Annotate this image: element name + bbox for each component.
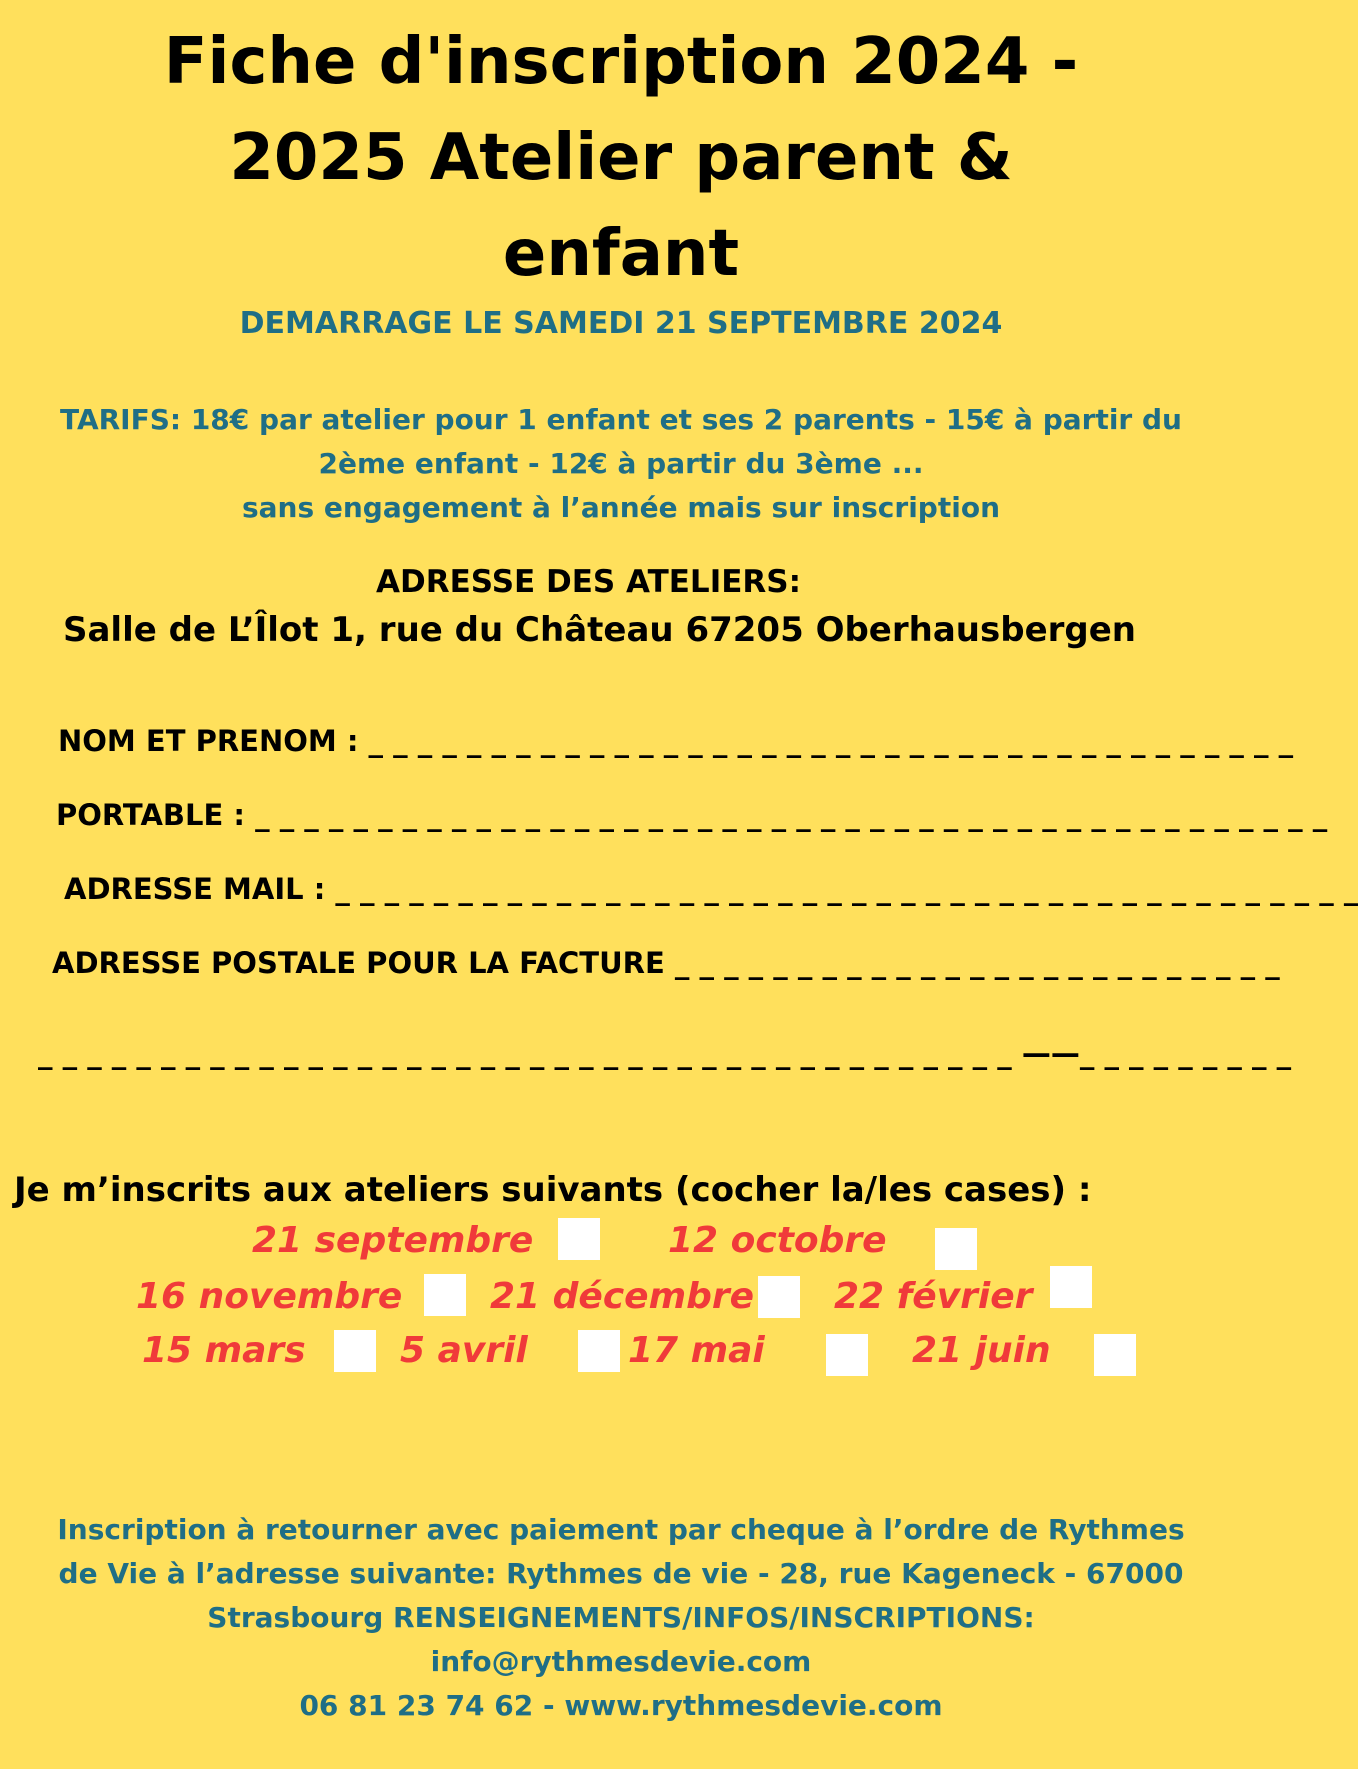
date-label-22-fevrier: 22 février — [834, 1276, 1033, 1317]
footer-line-3: Strasbourg RENSEIGNEMENTS/INFOS/INSCRIPTIONS: — [207, 1601, 1035, 1634]
start-date: DEMARRAGE LE SAMEDI 21 SEPTEMBRE 2024 — [239, 306, 1003, 341]
date-label-21-juin: 21 juin — [912, 1330, 1051, 1371]
signup-intro: Je m’inscrits aux ateliers suivants (cocher la/les cases) : — [14, 1170, 1092, 1210]
title-line-3: enfant — [502, 217, 740, 291]
date-label-16-novembre: 16 novembre — [136, 1276, 403, 1317]
name-label: NOM ET PRENOM : — [58, 724, 359, 758]
checkbox-21-decembre[interactable] — [758, 1276, 800, 1318]
postal-field[interactable] — [52, 946, 1280, 980]
footer-block — [0, 1508, 1242, 1728]
footer-line-1: Inscription à retourner avec paiement par cheque à l’ordre de Rythmes — [57, 1513, 1185, 1546]
checkbox-22-fevrier[interactable] — [1050, 1266, 1092, 1308]
address-line: Salle de L’Îlot 1, rue du Château 67205 Oberhausbergen — [63, 610, 1136, 650]
phone-label: PORTABLE : — [56, 798, 245, 832]
checkbox-21-septembre[interactable] — [558, 1218, 600, 1260]
postal-dash-line: _ _ _ _ _ _ _ _ _ _ _ _ _ _ _ _ _ _ _ _ _ _ _ _ _ — [674, 946, 1280, 980]
checkbox-12-octobre[interactable] — [935, 1228, 977, 1270]
checkbox-16-novembre[interactable] — [424, 1274, 466, 1316]
checkbox-15-mars[interactable] — [334, 1330, 376, 1372]
date-label-21-decembre: 21 décembre — [490, 1276, 755, 1317]
postal-label: ADRESSE POSTALE POUR LA FACTURE — [52, 946, 665, 980]
postal-extra-line[interactable]: _ _ _ _ _ _ _ _ _ _ _ _ _ _ _ _ _ _ _ _ _ _ _ _ _ _ _ _ _ _ _ _ _ _ _ _ _ _ _ _ ——_ _ _ _ _ _ _ _ _ — [38, 1036, 1292, 1070]
email-dash-line: _ _ _ _ _ _ _ _ _ _ _ _ _ _ _ _ _ _ _ _ _ _ _ _ _ _ _ _ _ _ _ _ _ _ _ _ _ _ _ _ _ _ — [335, 872, 1358, 906]
tarifs-line-1: TARIFS: 18€ par atelier pour 1 enfant et ses 2 parents - 15€ à partir du — [60, 403, 1182, 436]
date-label-5-avril: 5 avril — [400, 1330, 528, 1371]
name-field[interactable] — [58, 724, 1293, 758]
checkbox-5-avril[interactable] — [578, 1330, 620, 1372]
date-label-15-mars: 15 mars — [142, 1330, 306, 1371]
address-heading: ADRESSE DES ATELIERS: — [376, 564, 801, 600]
date-label-21-septembre: 21 septembre — [252, 1220, 534, 1261]
tarifs-line-2: 2ème enfant - 12€ à partir du 3ème ... — [318, 447, 924, 480]
email-label: ADRESSE MAIL : — [64, 872, 326, 906]
tarifs-block — [0, 398, 1242, 530]
phone-dash-line: _ _ _ _ _ _ _ _ _ _ _ _ _ _ _ _ _ _ _ _ _ _ _ _ _ _ _ _ _ _ _ _ _ _ _ _ _ _ _ _ _ _ _ _ — [255, 798, 1328, 832]
footer-contact-line[interactable]: 06 81 23 74 62 - www.rythmesdevie.com — [299, 1689, 943, 1722]
phone-field[interactable] — [56, 798, 1327, 832]
footer-email-link[interactable]: info@rythmesdevie.com — [430, 1645, 812, 1678]
title-line-1: Fiche d'inscription 2024 - — [163, 25, 1079, 99]
title-line-2: 2025 Atelier parent & — [229, 121, 1013, 195]
page-title — [0, 14, 1242, 302]
tarifs-line-3: sans engagement à l’année mais sur inscription — [241, 491, 1001, 524]
footer-line-2: de Vie à l’adresse suivante: Rythmes de vie - 28, rue Kageneck - 67000 — [58, 1557, 1184, 1590]
date-label-17-mai: 17 mai — [628, 1330, 765, 1371]
name-dash-line: _ _ _ _ _ _ _ _ _ _ _ _ _ _ _ _ _ _ _ _ _ _ _ _ _ _ _ _ _ _ _ _ _ _ _ _ _ _ — [368, 724, 1294, 758]
date-label-12-octobre: 12 octobre — [668, 1220, 887, 1261]
email-field[interactable] — [64, 872, 1358, 906]
checkbox-17-mai[interactable] — [826, 1334, 868, 1376]
checkbox-21-juin[interactable] — [1094, 1334, 1136, 1376]
